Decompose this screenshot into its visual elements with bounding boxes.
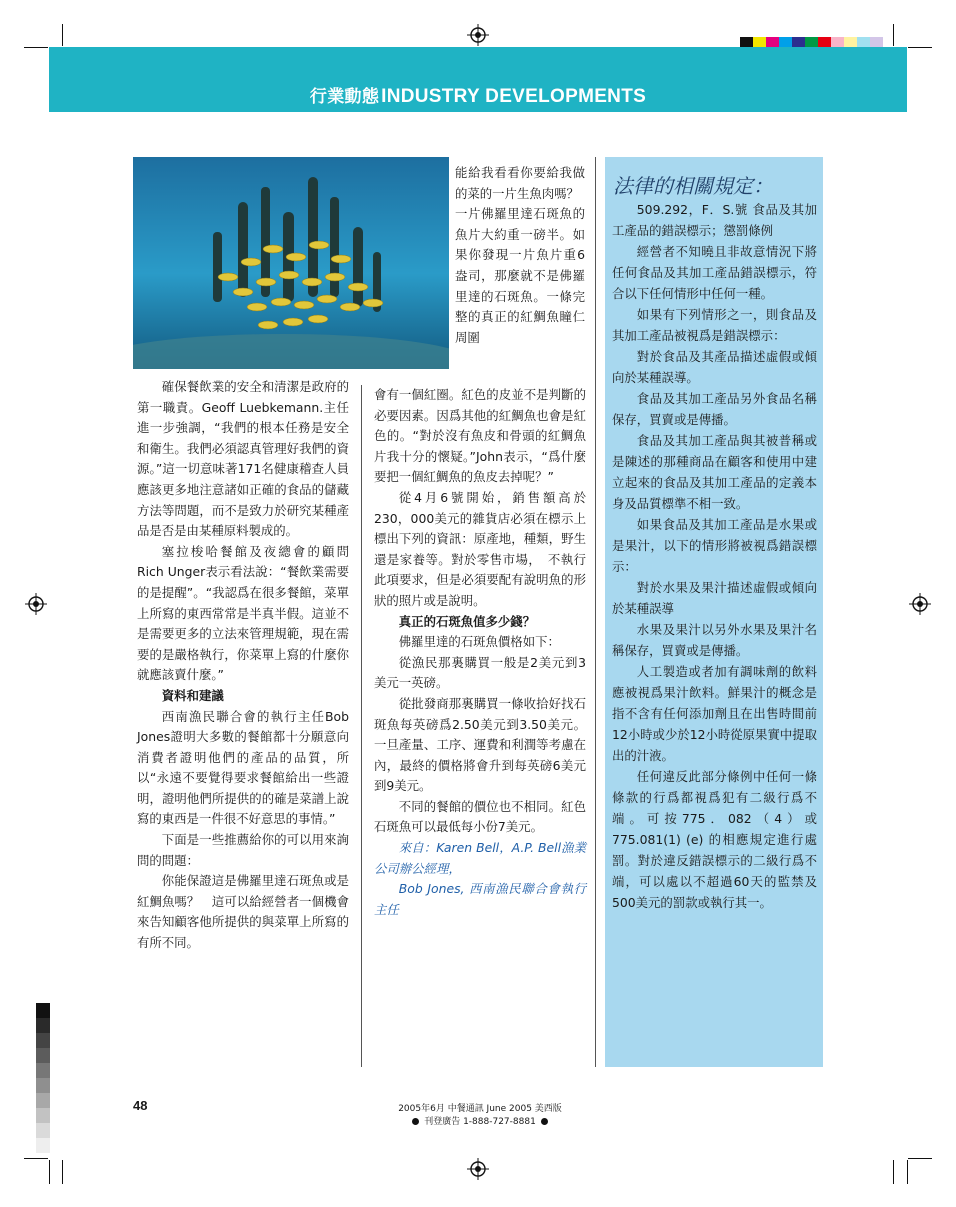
paragraph: 從4月6號開始，銷售額高於230，000美元的雜貨店必須在標示上標出下列的資訊：原產地，種類，野生還是家養等。對於零售市場， 不執行此項要求，但是必須要配有說明魚的形狀的照片或是說明。: [374, 489, 586, 608]
paragraph: 水果及果汁以另外水果及果汁名稱保存，買賣或是傳播。: [612, 622, 817, 658]
section-title-en: INDUSTRY DEVELOPMENTS: [381, 86, 647, 107]
crop-mark: [62, 1160, 63, 1184]
paragraph: 確保餐飲業的安全和清潔是政府的第一職責。Geoff Luebkemann.主任進一步強調，“我們的根本任務是安全和衛生。我們必須認真管理好我們的資源。”這一切意味著171名健康稽查人員應該更多地注意諸如正確的食品的儲藏方法等問題，而不是致力於研究某種產品是否是由某種原料製成的。: [137, 379, 349, 539]
footer-publication: 2005年6月 中餐通訊 June 2005 美西版: [398, 1104, 562, 1114]
crop-mark: [907, 1160, 908, 1184]
crop-mark: [893, 1160, 894, 1184]
sidebar-title: 法律的相關規定：: [613, 174, 773, 198]
paragraph: 西南漁民聯合會的執行主任Bob Jones證明大多數的餐館都十分願意向消費者證明他們的產品的品質，所以“永遠不要覺得要求餐館給出一些證明，證明他們所提供的的確是菜譜上說寫的東西是一件很不好意思的事情。”: [137, 708, 349, 827]
section-title-cn: 行業動態: [309, 87, 380, 107]
crop-mark: [908, 1158, 932, 1159]
paragraph: 食品及其加工產品另外食品名稱保存，買賣或是傳播。: [612, 391, 817, 427]
coral-reef-fish-photo: [133, 157, 449, 369]
paragraph: 從批發商那裏購買一條收拾好找石斑魚每英磅爲2.50美元到3.50美元。一旦產量、工序、運費和利潤等考慮在內，最終的價格將會升到每英磅6美元到9美元。: [374, 695, 586, 794]
paragraph: 不同的餐館的價位也不相同。紅色石斑魚可以最低每小份7美元。: [374, 798, 586, 835]
paragraph: 能給我看看你要給我做的菜的一片生魚肉嗎？: [455, 165, 585, 201]
header-band: [49, 47, 907, 112]
source-credit: Bob Jones, 西南漁民聯合會執行主任: [374, 881, 586, 917]
paragraph: 下面是一些推薦給你的可以用來詢問的問題：: [137, 832, 349, 868]
registration-mark-icon: [909, 593, 931, 615]
sidebar-body: [612, 199, 817, 913]
registration-mark-icon: [467, 24, 489, 46]
paragraph: 如果食品及其加工產品是水果或是果汁，以下的情形將被視爲錯誤標示：: [612, 517, 817, 574]
crop-mark: [893, 24, 894, 46]
paragraph: 佛羅里達的石斑魚價格如下：: [398, 634, 560, 650]
paragraph: 會有一個紅圈。紅色的皮並不是判斷的必要因素。因爲其他的紅鯛魚也會是紅色的。“對於沒有魚皮和骨頭的紅鯛魚片我十分的懷疑。”John表示，“爲什麼要把一個紅鯛魚的魚皮去掉呢？”: [374, 387, 586, 485]
subheading: 真正的石斑魚值多少錢？: [398, 613, 536, 629]
source-credit: 來自：Karen Bell，A.P. Bell漁業公司辦公經理，: [374, 840, 586, 876]
bullet-icon: [541, 1118, 548, 1125]
paragraph: 509.292，F．S.號 食品及其加工產品的錯誤標示；懲罰條例: [612, 202, 817, 238]
article-column-2: [374, 385, 586, 920]
column-divider: [361, 385, 362, 1067]
paragraph: 你能保證這是佛羅里達石斑魚或是紅鯛魚嗎？ 這可以給經營者一個機會來告知顧客他所提供的與菜單上所寫的有所不同。: [137, 873, 349, 951]
paragraph: 對於水果及果汁描述虛假或傾向於某種誤導: [612, 580, 817, 616]
article-column-2-top: [455, 163, 585, 348]
column-divider: [595, 157, 596, 1067]
crop-mark: [24, 1158, 48, 1159]
legal-regulations-sidebar: [605, 157, 823, 1067]
registration-mark-icon: [467, 1158, 489, 1180]
gray-calibration-bar: [36, 1003, 50, 1153]
paragraph: 一片佛羅里達石斑魚的魚片大約重一磅半。如果你發現一片魚片重6盎司，那麼就不是佛羅里達的石斑魚。一條完整的真正的紅鯛魚瞳仁周圍: [455, 206, 585, 345]
bullet-icon: [412, 1118, 419, 1125]
registration-mark-icon: [25, 593, 47, 615]
crop-mark: [24, 47, 48, 48]
paragraph: 對於食品及其產品描述虛假或傾向於某種誤導。: [612, 349, 817, 385]
section-title: [49, 82, 907, 108]
footer-ad-text: 刊登廣告 1-888-727-8881: [424, 1117, 536, 1127]
paragraph: 如果有下列情形之一，則食品及其加工產品被視爲是錯誤標示：: [612, 307, 817, 343]
paragraph: 食品及其加工產品與其被普稱或是陳述的那種商品在顧客和使用中建立起來的食品及其加工產品的定義本身及品質標準不相一致。: [612, 433, 817, 511]
paragraph: 從漁民那裏購買一般是2美元到3美元一英磅。: [374, 654, 586, 691]
crop-mark: [908, 47, 932, 48]
paragraph: 經營者不知曉且非故意情況下將任何食品及其加工產品錯誤標示，符合以下任何情形中任何一種。: [612, 244, 817, 301]
crop-mark: [49, 1160, 50, 1184]
footer: [360, 1103, 600, 1129]
page-number: 48: [133, 1098, 148, 1113]
paragraph: 人工製造或者加有調味劑的飲料應被視爲果汁飲料。鮮果汁的概念是指不含有任何添加劑且在出售時間前12小時或少於12小時從原果實中提取出的汁液。: [612, 664, 818, 763]
subheading: 資料和建議: [161, 687, 224, 703]
paragraph: 塞拉梭哈餐館及夜總會的顧問Rich Unger表示看法說：“餐飲業需要的是提醒”。“我認爲在很多餐館，菜單上所寫的東西常常是半真半假。這並不是需要更多的立法來管理規範，現在需要的是嚴格執行，你菜單上寫的什麼你就應該賣什麼。”: [137, 543, 349, 683]
footer-ad-line: [360, 1116, 600, 1129]
paragraph: 任何違反此部分條例中任何一條條款的行爲都視爲犯有二級行爲不端。可按775．082（4）或775.081(1) (e) 的相應規定進行處罰。對於違反錯誤標示的二級行爲不端，可以處以不超過60天的監禁及500美元的罰款或執行其一。: [612, 769, 817, 910]
article-column-1: [137, 377, 349, 954]
crop-mark: [62, 24, 63, 46]
